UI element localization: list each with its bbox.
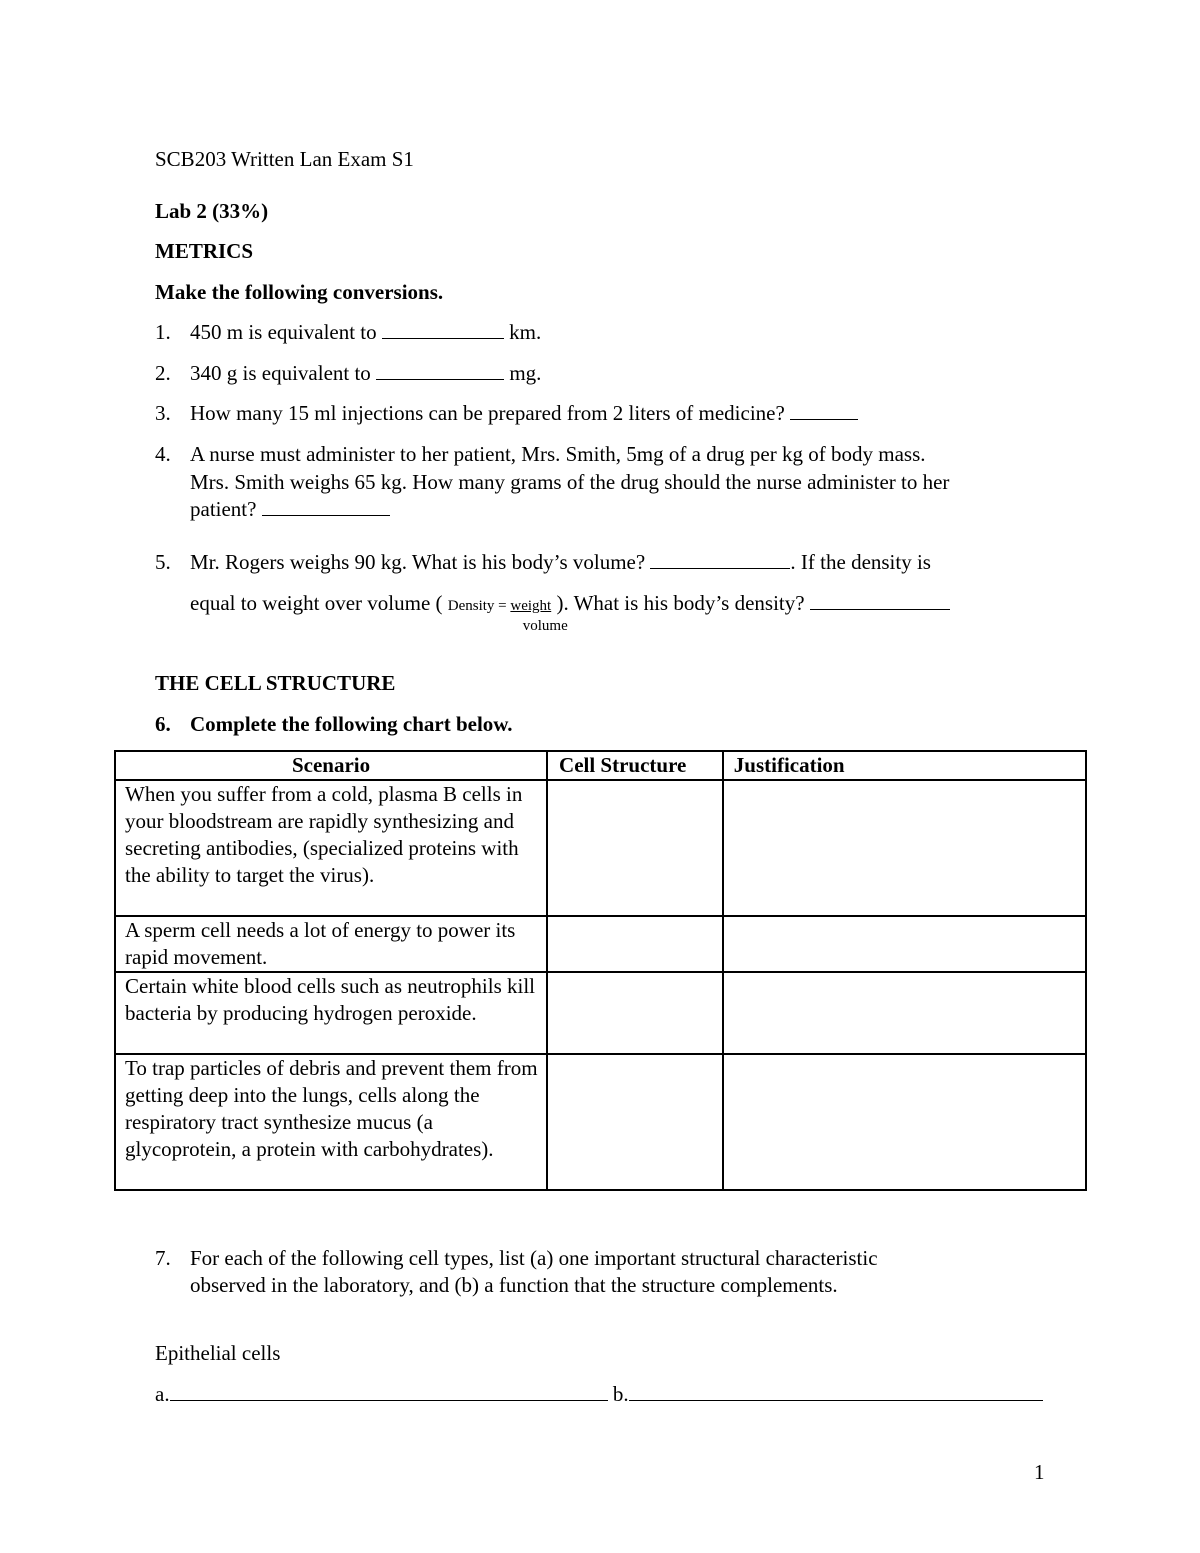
question-number: 3.: [155, 401, 171, 425]
question-number: 5.: [155, 550, 171, 574]
cell-structure-heading: THE CELL STRUCTURE: [155, 671, 396, 695]
table-row: [115, 972, 1086, 1054]
lab-title: Lab 2 (33%): [155, 199, 269, 223]
answer-blank[interactable]: [382, 320, 504, 339]
question-number: 4.: [155, 442, 171, 466]
metrics-instruction: Make the following conversions.: [155, 280, 444, 304]
cell-structure-answer[interactable]: [547, 780, 723, 916]
question-4-line-3: [190, 496, 390, 522]
part-a-label: a.: [155, 1382, 170, 1406]
epithelial-cells-label: Epithelial cells: [155, 1341, 281, 1365]
metrics-heading: METRICS: [155, 239, 254, 263]
question-text: 450 m is equivalent to: [190, 320, 377, 344]
scenario-cell: When you suffer from a cold, plasma B cells in your bloodstream are rapidly synthesizing and secreting antibodies, (specialized proteins with the ability to target the virus).: [115, 780, 547, 916]
density-formula: [447, 593, 568, 634]
question-text-cont: . If the density is: [790, 550, 931, 574]
cell-structure-table: [114, 750, 1087, 1191]
part-a-blank[interactable]: [170, 1382, 608, 1401]
question-number: 1.: [155, 320, 171, 344]
part-b-label: b.: [612, 1382, 629, 1406]
justification-answer[interactable]: [723, 972, 1086, 1054]
question-text: 340 g is equivalent to: [190, 361, 371, 385]
question-text: equal to weight over volume (: [190, 591, 443, 615]
question-text-line-3: patient?: [190, 497, 257, 521]
table-row: [115, 1054, 1086, 1190]
course-title: SCB203 Written Lan Exam S1: [155, 147, 414, 171]
justification-answer[interactable]: [723, 916, 1086, 972]
formula-numerator: weight: [510, 598, 552, 614]
header-justification: Justification: [723, 751, 1086, 780]
question-text: How many 15 ml injections can be prepared from 2 liters of medicine?: [190, 401, 785, 425]
answer-blank[interactable]: [262, 497, 390, 516]
page-number: 1: [1034, 1460, 1045, 1484]
part-b-blank[interactable]: [629, 1382, 1043, 1401]
answer-blank[interactable]: [810, 591, 950, 610]
question-text-line-1: For each of the following cell types, list (a) one important structural characteristic: [190, 1246, 878, 1270]
header-scenario: Scenario: [115, 751, 547, 780]
question-unit: km.: [509, 320, 542, 344]
cell-structure-answer[interactable]: [547, 916, 723, 972]
scenario-cell: A sperm cell needs a lot of energy to power its rapid movement.: [115, 916, 547, 972]
formula-denominator: volume: [522, 618, 568, 634]
answer-blank[interactable]: [650, 550, 790, 569]
scenario-cell: Certain white blood cells such as neutrophils kill bacteria by producing hydrogen peroxide.: [115, 972, 547, 1054]
justification-answer[interactable]: [723, 780, 1086, 916]
question-number: 2.: [155, 361, 171, 385]
question-text-line-1: A nurse must administer to her patient, Mrs. Smith, 5mg of a drug per kg of body mass.: [190, 442, 926, 466]
epithelial-answer-line: [155, 1381, 1043, 1407]
question-number: 6.: [155, 712, 171, 736]
question-unit: mg.: [509, 361, 542, 385]
answer-blank[interactable]: [790, 401, 858, 420]
question-text: Complete the following chart below.: [190, 712, 513, 736]
answer-blank[interactable]: [376, 361, 504, 380]
question-5-line-2: [190, 590, 950, 634]
scenario-cell: To trap particles of debris and prevent them from getting deep into the lungs, cells along the respiratory tract synthesize mucus (a glycoprotein, a protein with carbohydrates).: [115, 1054, 547, 1190]
question-text: Mr. Rogers weighs 90 kg. What is his body’s volume?: [190, 550, 646, 574]
question-text-line-2: observed in the laboratory, and (b) a function that the structure complements.: [190, 1273, 838, 1297]
formula-label: Density =: [447, 598, 507, 614]
justification-answer[interactable]: [723, 1054, 1086, 1190]
table-row: [115, 780, 1086, 916]
table-row: [115, 916, 1086, 972]
table-header-row: [115, 751, 1086, 780]
cell-structure-answer[interactable]: [547, 972, 723, 1054]
question-text-line-2: Mrs. Smith weighs 65 kg. How many grams of the drug should the nurse administer to her: [190, 470, 950, 494]
header-cell-structure: Cell Structure: [547, 751, 723, 780]
question-text-cont: ). What is his body’s density?: [556, 591, 805, 615]
cell-structure-answer[interactable]: [547, 1054, 723, 1190]
question-number: 7.: [155, 1246, 171, 1270]
